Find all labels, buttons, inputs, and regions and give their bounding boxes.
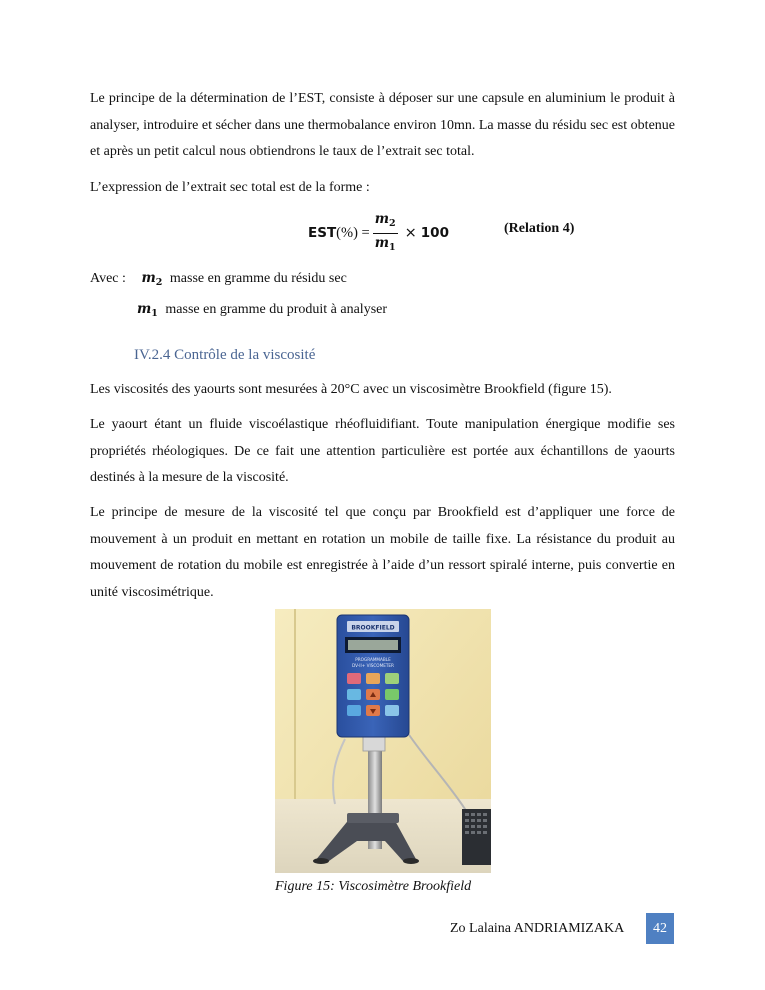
variable-m2-description: masse en gramme du résidu sec [169,271,347,286]
footer-author: Zo Lalaina ANDRIAMIZAKA [450,921,625,936]
variable-m1-description: masse en gramme du produit à analyser [165,302,388,317]
relation-label: (Relation 4) [504,221,575,236]
est-formula [308,211,449,255]
paragraph-brookfield-principle: Le principe de mesure de la viscosité tel que conçu par Brookfield est d’appliquer une force de mouvement à un produit en mettant en rotation un mobile de taille fixe. La résistance du produit au mouvement de rotation du mobile est enregistrée à l’aide d’un ressort spiralé interne, puis convertie en unité viscosimétrique. [90,505,675,600]
paragraph-yogurt-fluid: Le yaourt étant un fluide viscoélastique rhéofluidifiant. Toute manipulation énergique modifie ses propriétés rhéologiques. De ce fait une attention particulière est portée aux échantillons de yaourts destinés à la mesure de la viscosité. [90,417,675,485]
paragraph-viscosity-measure: Les viscosités des yaourts sont mesurées à 20°C avec un viscosimètre Brookfield (figure 15). [90,382,612,397]
variable-definition-m2 [90,270,347,288]
variable-definition-m1 [137,301,387,319]
viscometer-photo [275,609,491,873]
formula-factor: 100 [420,225,449,241]
variable-m2: $m_2$ [141,270,163,288]
formula-numerator: $m_2$ [374,210,396,229]
formula-fraction [373,210,398,257]
panel-label-1: PROGRAMMABLE [355,657,391,662]
paragraph-est-expression: L’expression de l’extrait sec total est de la forme : [90,180,370,195]
avec-label: Avec : [90,271,126,286]
times-symbol: × [404,225,417,241]
formula-denominator: $m_1$ [374,234,396,253]
page-number-badge: 42 [646,913,674,944]
section-heading: IV.2.4 Contrôle de la viscosité [134,347,316,363]
brand-label: BROOKFIELD [351,624,395,632]
formula-lhs: EST(%) = [308,224,370,241]
variable-m1: $m_1$ [137,301,158,319]
paragraph-est-principle: Le principe de la détermination de l’EST, consiste à déposer sur une capsule en aluminium le produit à analyser, introduire et sécher dans une thermobalance environ 10mn. La masse du résidu sec est obtenue et après un petit calcul nous obtiendrons le taux de l’extrait sec total. [90,91,675,159]
panel-label-2: DV-II+ VISCOMETER [352,663,394,668]
figure-caption: Figure 15: Viscosimètre Brookfield [275,879,472,894]
